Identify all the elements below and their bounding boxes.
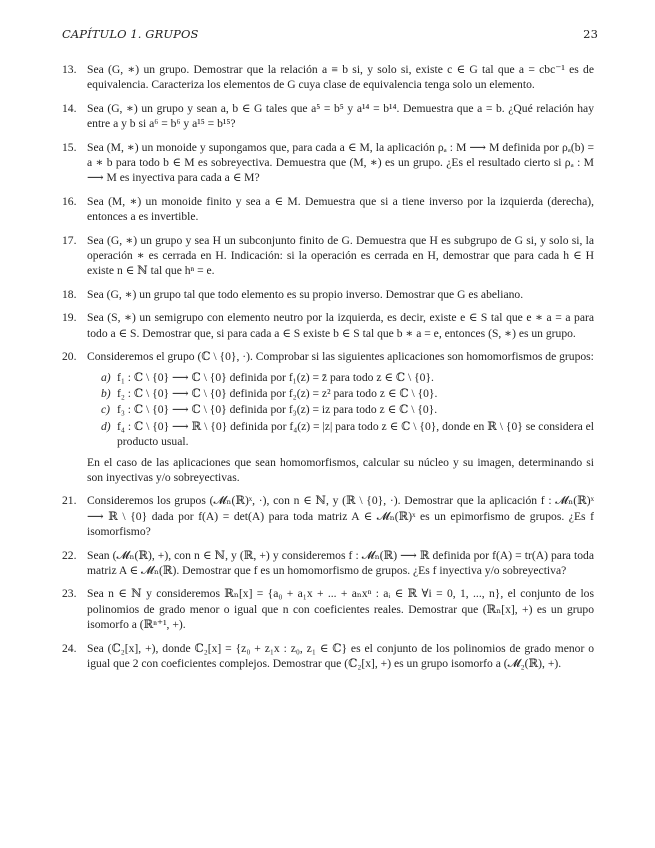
sub-item-label: c): [101, 403, 111, 417]
exercise-text: Sea (G, ∗) un grupo y sea H un subconjunto finito de G. Demuestra que H es subgrupo de G si, y solo si, la operación ∗ es cerrada en H. Indicación: si la operación es cerrada en H, demostrar que para cada h ∈ H existe n ∈ ℕ tal que hⁿ = e.: [87, 233, 594, 278]
exercise-text: Sea (G, ∗) un grupo tal que todo elemento es su propio inverso. Demostrar que G es abeliano.: [87, 287, 524, 301]
exercise-number: 13.: [62, 63, 77, 76]
exercise-number: 21.: [62, 494, 77, 508]
exercise-list: [62, 62, 594, 679]
sub-item-b: [101, 386, 594, 401]
exercise-20: [62, 349, 594, 485]
exercise-text: Consideremos el grupo (ℂ \ {0}, ·). Comprobar si las siguientes aplicaciones son homomorfismos de grupos:: [87, 350, 594, 364]
exercise-21: [62, 493, 594, 539]
sub-item-text: f₃ : ℂ \ {0} ⟶ ℂ \ {0} definida por f₃(z) = iz para todo z ∈ ℂ \ {0}.: [117, 403, 438, 417]
exercise-text: Sea (G, ∗) un grupo y sean a, b ∈ G tales que a⁵ = b⁵ y a¹⁴ = b¹⁴. Demuestra que a = b. ¿Qué relación hay entre a y b si a⁶ = b⁶ y a¹⁵ = b¹⁵?: [87, 101, 594, 131]
sub-item-c: [101, 402, 594, 417]
exercise-text: Sea (G, ∗) un grupo. Demostrar que la relación a ≡ b si, y solo si, existe c ∈ G tal que a = cbc⁻¹ es de equivalencia. Caracteriza los elementos de G cuya clase de equivalencia tenga solo un elemento.: [87, 63, 594, 92]
exercise-text: Consideremos los grupos (𝓜ₙ(ℝ)ˣ, ·), con n ∈ ℕ, y (ℝ \ {0}, ·). Demostrar que la aplicación f : 𝓜ₙ(ℝ)ˣ ⟶ ℝ \ {0} dada por f(A) = det(A) para toda matriz A ∈ 𝓜ₙ(ℝ)ˣ es un epimorfismo de grupos. ¿Es f isomorfismo?: [87, 494, 594, 539]
exercise-number: 18.: [62, 287, 77, 301]
exercise-text: Sea (S, ∗) un semigrupo con elemento neutro por la izquierda, es decir, existe e ∈ S tal que e ∗ a = a para todo a ∈ S. Demostrar que, si para cada a ∈ S existe b ∈ S tal que b ∗ a = e, entonces (S, ∗) es un grupo.: [87, 311, 594, 340]
exercise-number: 23.: [62, 587, 77, 601]
exercise-22: [62, 548, 594, 579]
exercise-followup-text: En el caso de las aplicaciones que sean homomorfismos, calcular su núcleo y su imagen, determinando si son inyectivas y/o sobreyectivas.: [87, 455, 594, 484]
sub-item-d: [101, 419, 594, 450]
exercise-23: [62, 586, 594, 632]
exercise-text: Sea n ∈ ℕ y consideremos ℝₙ[x] = {a₀ + a₁x + ... + aₙxⁿ : aᵢ ∈ ℝ ∀i = 0, 1, ..., n}, el conjunto de los polinomios de grado menor o igual que n con coeficientes reales. Demostrar que (ℝₙ[x], +) es un grupo isomorfo a (ℝⁿ⁺¹, +).: [87, 587, 594, 632]
sub-item-text: f₁ : ℂ \ {0} ⟶ ℂ \ {0} definida por f₁(z) = z̄ para todo z ∈ ℂ \ {0}.: [117, 370, 434, 384]
sub-item-text: f₄ : ℂ \ {0} ⟶ ℝ \ {0} definida por f₄(z) = |z| para todo z ∈ ℂ \ {0}, donde en ℝ \ {0} se considera el producto usual.: [117, 419, 594, 449]
exercise-number: 17.: [62, 233, 77, 247]
sub-item-label: a): [101, 370, 111, 384]
page-number: 23: [583, 27, 598, 41]
exercise-text: Sean (𝓜ₙ(ℝ), +), con n ∈ ℕ, y (ℝ, +) y consideremos f : 𝓜ₙ(ℝ) ⟶ ℝ definida por f(A) = tr(A) para toda matriz A ∈ 𝓜ₙ(ℝ). Demostrar que f es un homomorfismo de grupos. ¿Es f inyectiva y/o sobreyectiva?: [87, 548, 594, 577]
exercise-17: [62, 233, 594, 279]
sub-item-list: [62, 370, 594, 450]
sub-item-text: f₂ : ℂ \ {0} ⟶ ℂ \ {0} definida por f₂(z) = z² para todo z ∈ ℂ \ {0}.: [117, 386, 438, 400]
exercise-number: 24.: [62, 641, 77, 655]
exercise-16: [62, 194, 594, 225]
exercise-text: Sea (ℂ₂[x], +), donde ℂ₂[x] = {z₀ + z₁x : z₀, z₁ ∈ ℂ} es el conjunto de los polinomios de grado menor o igual que 2 con coeficientes complejos. Demostrar que (ℂ₂[x], +) es un grupo isomorfo a (𝓜₂(ℝ), +).: [87, 641, 594, 670]
exercise-15: [62, 140, 594, 186]
exercise-18: [62, 287, 594, 302]
running-header: [62, 27, 598, 41]
exercise-24: [62, 641, 594, 672]
sub-item-label: b): [101, 386, 111, 400]
exercise-number: 15.: [62, 140, 77, 154]
exercise-14: [62, 101, 594, 132]
exercise-text: Sea (M, ∗) un monoide finito y sea a ∈ M. Demuestra que si a tiene inverso por la izquierda (derecha), entonces a es invertible.: [87, 194, 594, 224]
exercise-number: 20.: [62, 350, 77, 364]
exercise-13: [62, 62, 594, 93]
exercise-19: [62, 310, 594, 341]
exercise-number: 16.: [62, 194, 77, 208]
exercise-number: 14.: [62, 101, 77, 115]
exercise-number: 22.: [62, 548, 77, 562]
sub-item-label: d): [101, 419, 111, 433]
exercise-number: 19.: [62, 311, 77, 325]
chapter-title: CAPÍTULO 1. GRUPOS: [62, 27, 199, 41]
exercise-text: Sea (M, ∗) un monoide y supongamos que, para cada a ∈ M, la aplicación ρₐ : M ⟶ M definida por ρₐ(b) = a ∗ b para todo b ∈ M es sobreyectiva. Demuestra que (M, ∗) es un grupo. ¿Es el resultado cierto si ρₐ : M ⟶ M es inyectiva para cada a ∈ M?: [87, 140, 594, 185]
sub-item-a: [101, 370, 594, 385]
